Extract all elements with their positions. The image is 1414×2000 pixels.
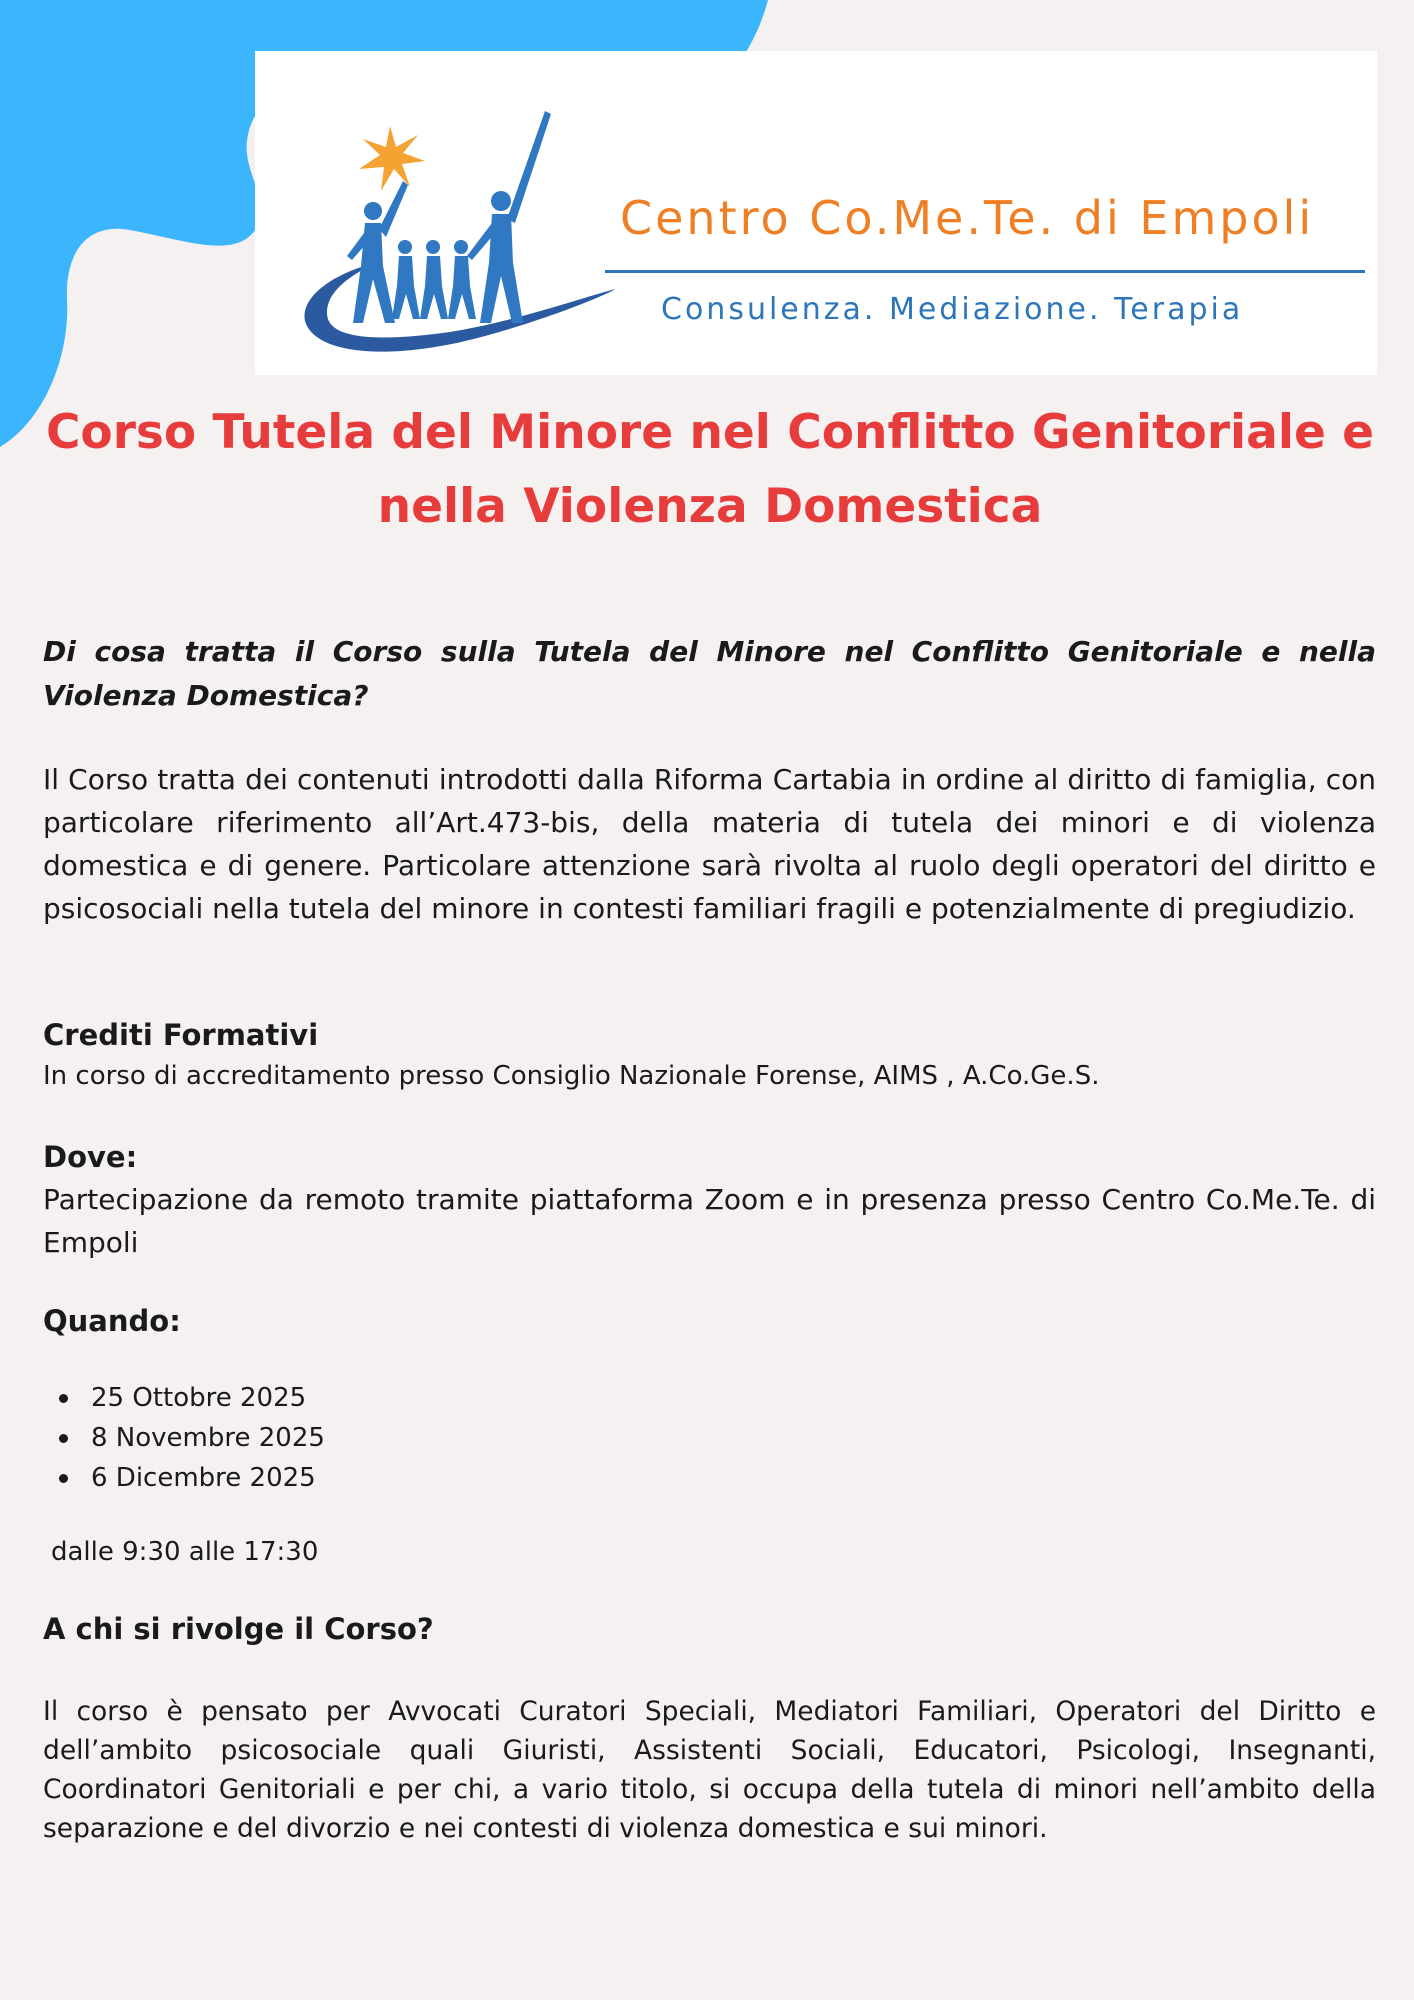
time-range: dalle 9:30 alle 17:30 [51, 1537, 319, 1567]
list-item [43, 1418, 1376, 1458]
dates-list [43, 1378, 1376, 1498]
intro-question: Di cosa tratta il Corso sulla Tutela del Minore nel Conflitto Genitoriale e nella Violenza Domestica? [43, 635, 1376, 712]
where-heading: Dove: [43, 1140, 138, 1174]
course-content [43, 630, 1376, 1848]
date-text: 25 Ottobre 2025 [91, 1383, 307, 1413]
credits-text: In corso di accreditamento presso Consiglio Nazionale Forense, AIMS , A.Co.Ge.S. [43, 1061, 1100, 1091]
date-text: 8 Novembre 2025 [91, 1423, 325, 1453]
where-text: Partecipazione da remoto tramite piattaforma Zoom e in presenza presso Centro Co.Me.Te. di Empoli [43, 1183, 1376, 1259]
course-description: Il Corso tratta dei contenuti introdotti dalla Riforma Cartabia in ordine al diritto di famiglia, con particolare riferimento all’Art.473-bis, della materia di tutela dei minori e di violenza domestica e di genere. Particolare attenzione sarà rivolta al ruolo degli operatori del diritto e psicosociali nella tutela del minore in contesti familiari fragili e potenzialmente di pregiudizio. [43, 763, 1376, 925]
audience-text: Il corso è pensato per Avvocati Curatori Speciali, Mediatori Familiari, Operatori del Diritto e dell’ambito psicosociale quali Giuristi, Assistenti Sociali, Educatori, Psicologi, Insegnanti, Coordinatori Genitoriali e per chi, a vario titolo, si occupa della tutela di minori nell’ambito della separazione e del divorzio e nei contesti di violenza domestica e sui minori. [43, 1696, 1376, 1844]
credits-heading: Crediti Formativi [43, 1018, 319, 1052]
logo-panel [255, 51, 1377, 375]
page-title: Corso Tutela del Minore nel Conflitto Genitoriale e nella Violenza Domestica [45, 405, 1375, 534]
logo-tagline: Consulenza. Mediazione. Terapia [661, 292, 1244, 327]
logo-divider-line [605, 269, 1365, 275]
bullet-icon [59, 1474, 68, 1483]
logo-emblem-icon [255, 51, 615, 375]
list-item [43, 1458, 1376, 1498]
list-item [43, 1378, 1376, 1418]
when-heading: Quando: [43, 1304, 181, 1338]
logo-wordmark: Centro Co.Me.Te. di Empoli [620, 191, 1315, 245]
date-text: 6 Dicembre 2025 [91, 1463, 316, 1493]
audience-heading: A chi si rivolge il Corso? [43, 1612, 434, 1646]
bullet-icon [59, 1434, 68, 1443]
bullet-icon [59, 1394, 68, 1403]
